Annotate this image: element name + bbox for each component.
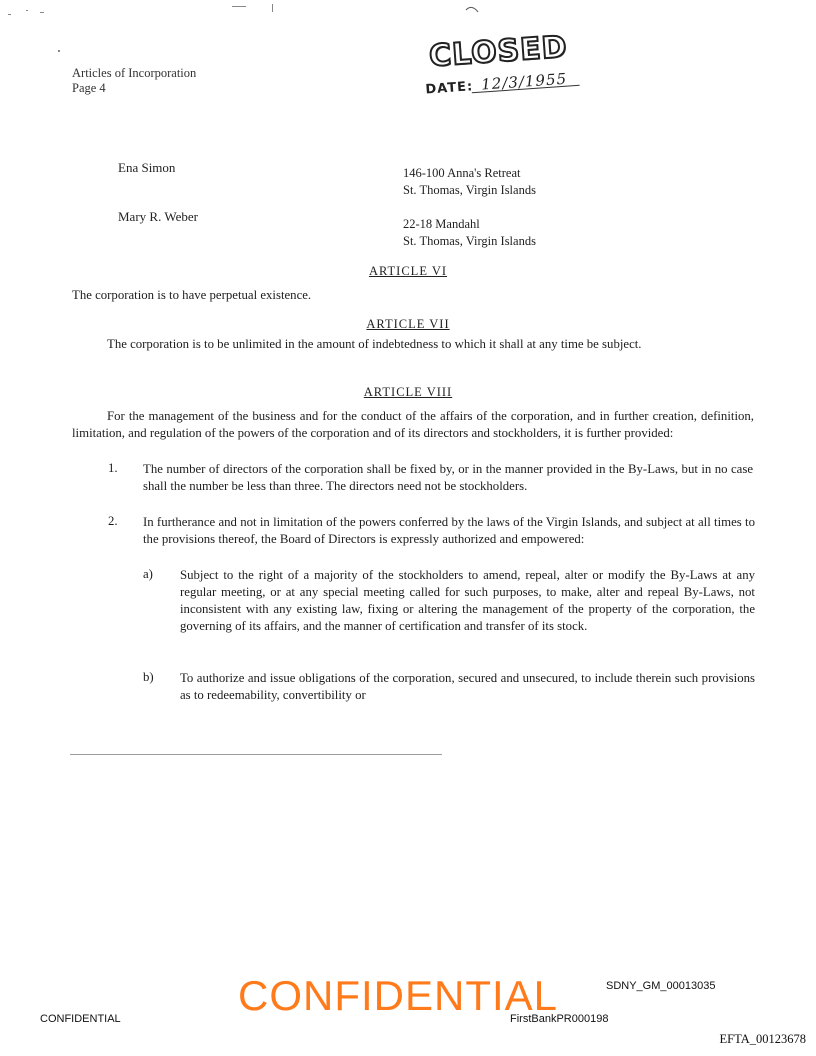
signatory-address: [403, 165, 536, 199]
signatory-address: [403, 216, 536, 250]
scan-speck: [232, 6, 246, 7]
article-heading: ARTICLE VI: [368, 264, 448, 278]
article-heading: ARTICLE VIII: [363, 385, 453, 399]
stamp-date-value: 12/3/1955: [480, 69, 568, 94]
scan-mark: [464, 4, 480, 14]
confidential-label: CONFIDENTIAL: [40, 1013, 121, 1025]
item-text: The number of directors of the corporation shall be fixed by, or in the manner provided in the By-Laws, but in no case shall the number be less than three. The directors need not be stockholders.: [143, 462, 753, 493]
article-intro: For the management of the business and for the conduct of the affairs of the corporation, and in further creation, definition, limitation, and regulation of the powers of the corporation and of its directors and stockholders, it is further provided:: [72, 409, 754, 440]
confidential-watermark: CONFIDENTIAL: [238, 972, 559, 1019]
subitem-number: b): [143, 670, 154, 684]
subitem-text: Subject to the right of a majority of the stockholders to amend, repeal, alter or modify the By-Laws at any regular meeting, or at any special meeting called for such purposes, to make, alter and repeal By-Laws, not inconsistent with any existing law, fixing or altering the management of the property of the corporation, the governing of its affairs, and the manner of certification and transfer of its stock.: [180, 568, 755, 633]
page-number: Page 4: [72, 81, 106, 95]
scan-speck: [272, 4, 273, 12]
efta-number: EFTA_00123678: [719, 1032, 806, 1046]
scan-speck: [40, 12, 44, 13]
article-text: The corporation is to be unlimited in the amount of indebtedness to which it shall at any time be subject.: [107, 337, 642, 351]
item-text: In furtherance and not in limitation of the powers conferred by the laws of the Virgin Islands, and subject at all times to the provisions thereof, the Board of Directors is expressly authorized and empowered:: [143, 515, 755, 546]
subitem-text: To authorize and issue obligations of the corporation, secured and unsecured, to include therein such provisions as to redeemability, convertibility or: [180, 671, 755, 702]
item-number: 2.: [108, 514, 118, 528]
scan-speck: [8, 14, 11, 15]
signatory-name: Ena Simon: [118, 160, 176, 175]
article-text: The corporation is to have perpetual existence.: [72, 288, 312, 302]
scan-speck: [58, 50, 60, 52]
scan-speck: [26, 10, 28, 11]
closed-stamp: [422, 28, 586, 101]
footer-rule: [70, 754, 442, 755]
address-line: 146-100 Anna's Retreat: [403, 166, 521, 180]
bates-number-firstbank: FirstBankPR000198: [510, 1013, 609, 1025]
stamp-word: CLOSED: [428, 29, 569, 75]
document-header: [72, 66, 196, 96]
signatory-name: Mary R. Weber: [118, 209, 198, 224]
address-line: St. Thomas, Virgin Islands: [403, 183, 536, 197]
article-heading: ARTICLE VII: [366, 317, 450, 331]
bates-number-sdny: SDNY_GM_00013035: [606, 980, 716, 992]
item-number: 1.: [108, 461, 118, 475]
subitem-number: a): [143, 567, 153, 581]
stamp-date-label: DATE:: [425, 79, 474, 98]
document-title: Articles of Incorporation: [72, 66, 197, 80]
address-line: 22-18 Mandahl: [403, 217, 480, 231]
address-line: St. Thomas, Virgin Islands: [403, 234, 536, 248]
